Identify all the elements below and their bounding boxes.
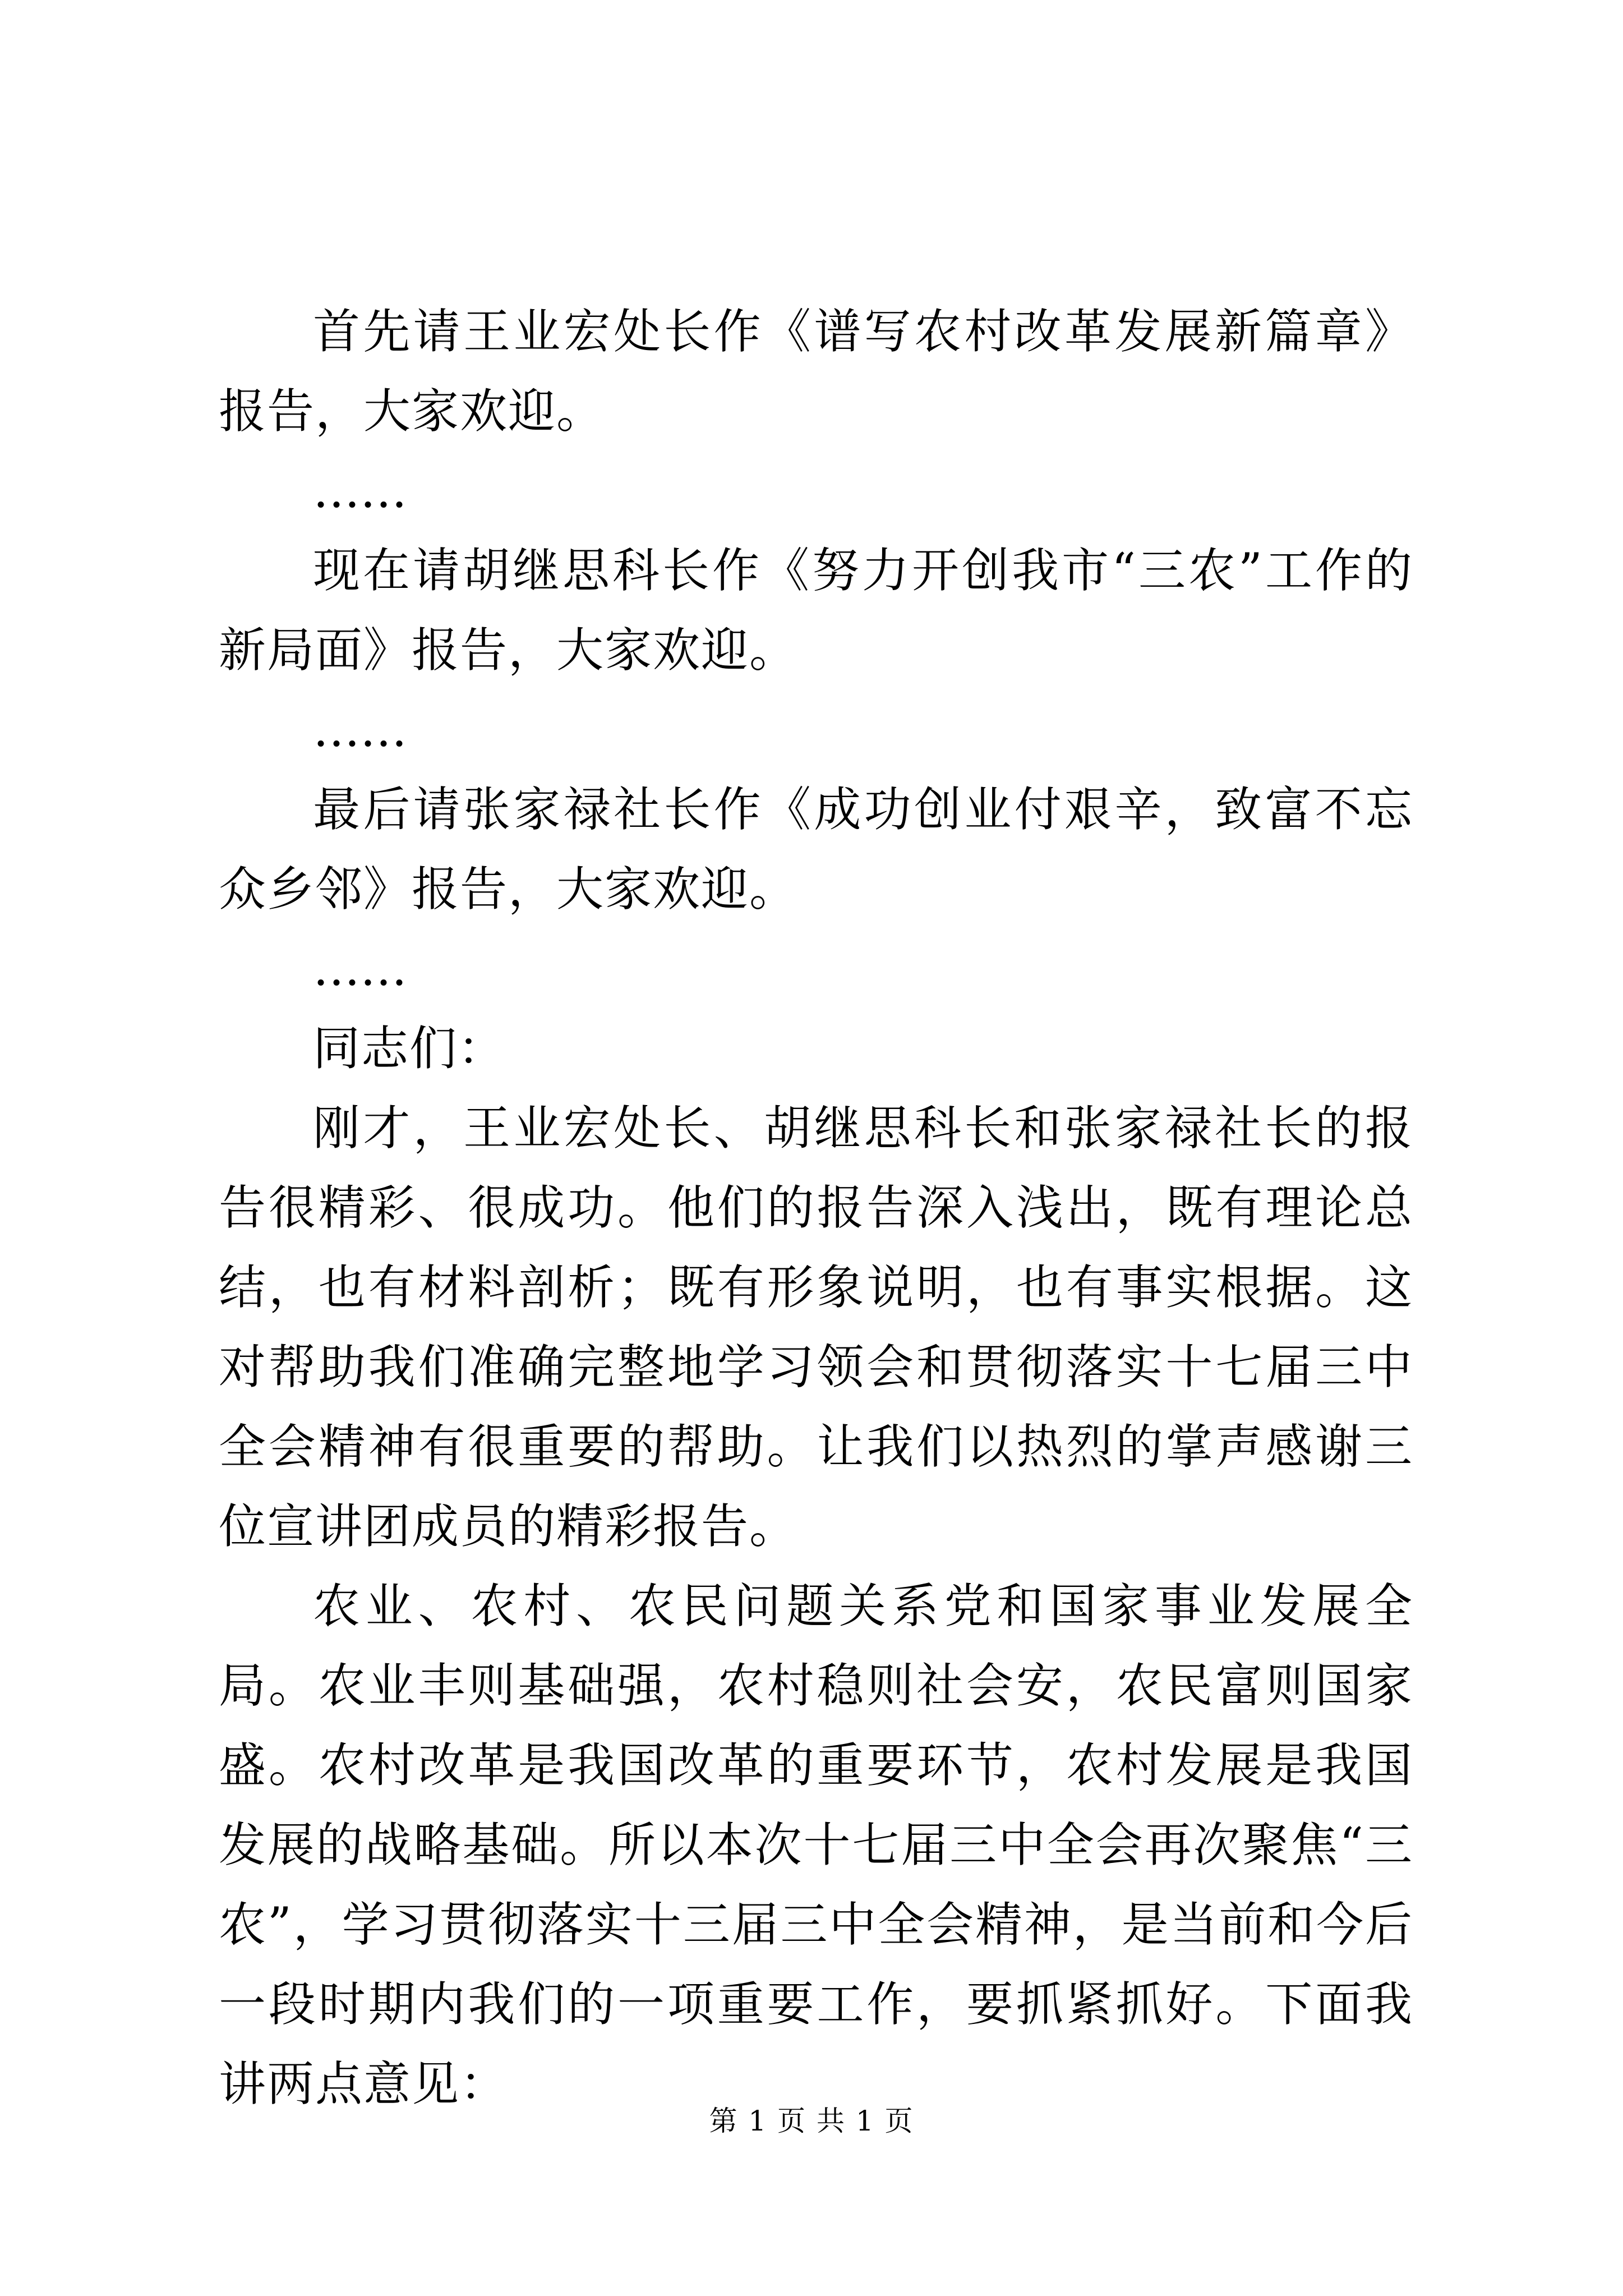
paragraph-comment-on-reports: 刚才，王业宏处长、胡继思科长和张家禄社长的报告很精彩、很成功。他们的报告深入浅出，既有理论总结，也有材料剖析；既有形象说明，也有事实根据。这对帮助我们准确完整地学习领会和贯彻落实十七届三中全会精神有很重要的帮助。让我们以热烈的掌声感谢三位宣讲团成员的精彩报告。 xyxy=(219,1101,1413,1554)
paragraph-intro-third-report: 最后请张家禄社长作《成功创业付艰辛，致富不忘众乡邻》报告，大家欢迎。 xyxy=(219,782,1413,917)
paragraph-three-rural-issues: 农业、农村、农民问题关系党和国家事业发展全局。农业丰则基础强，农村稳则社会安，农民富则国家盛。农村改革是我国改革的重要环节，农村发展是我国发展的战略基础。所以本次十七届三中全会再次聚焦“三农”，学习贯彻落实十三届三中全会精神，是当前和今后一段时期内我们的一项重要工作，要抓紧抓好。下面我讲两点意见： xyxy=(219,1579,1413,2111)
paragraph-salutation: 同志们： xyxy=(313,1021,506,1076)
paragraph-intro-second-report: 现在请胡继思科长作《努力开创我市“三农”工作的新局面》报告，大家欢迎。 xyxy=(219,543,1413,678)
ellipsis-3: …… xyxy=(313,941,407,996)
page-footer: 第 1 页 共 1 页 xyxy=(709,2105,914,2137)
document-body xyxy=(219,292,1413,2124)
ellipsis-2: …… xyxy=(313,702,407,757)
ellipsis-1: …… xyxy=(313,463,407,518)
paragraph-intro-first-report: 首先请王业宏处长作《谱写农村改革发展新篇章》报告，大家欢迎。 xyxy=(219,304,1413,439)
